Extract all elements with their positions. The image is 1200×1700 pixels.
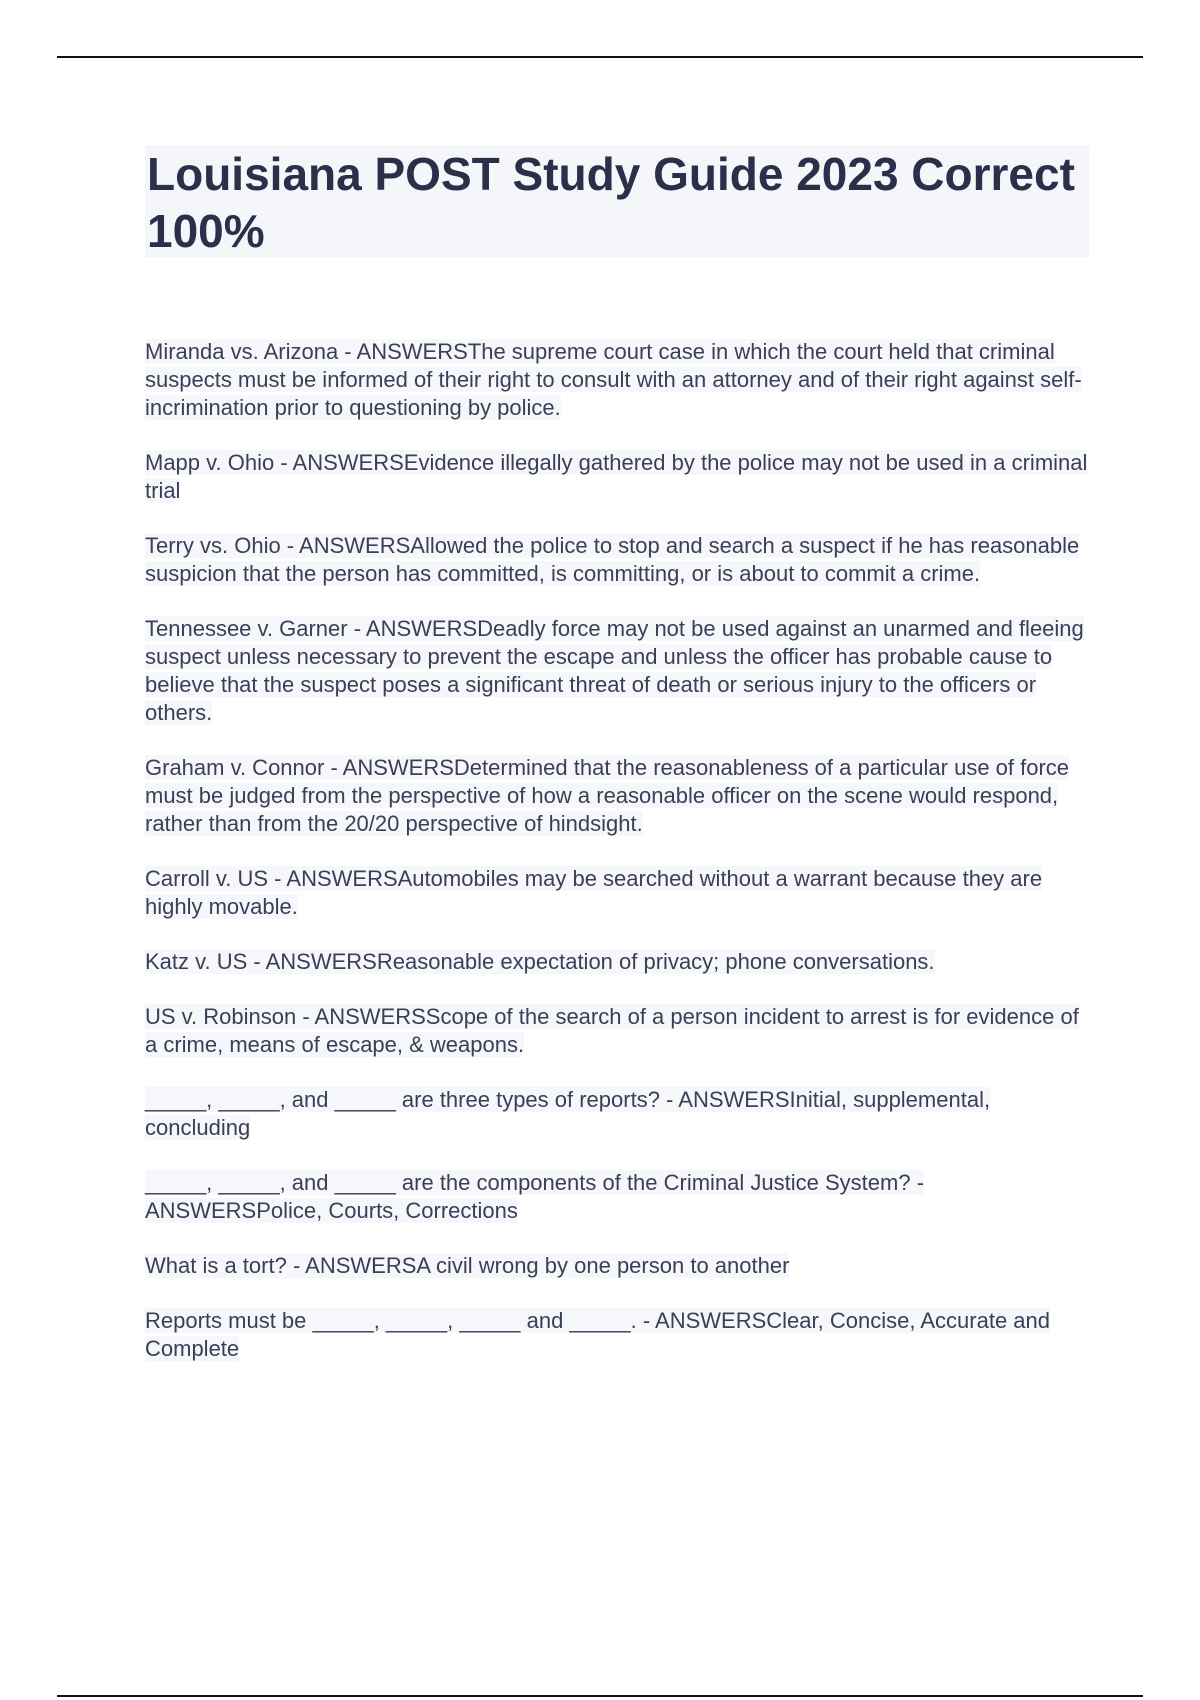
bottom-rule <box>57 1695 1143 1697</box>
qa-item-katz <box>145 948 1089 976</box>
qa-item-tort <box>145 1252 1089 1280</box>
qa-text: Katz v. US - ANSWERSReasonable expectation of privacy; phone conversations. <box>145 949 935 974</box>
top-rule <box>57 56 1143 58</box>
title-block <box>145 145 1089 257</box>
qa-item-mapp <box>145 449 1089 505</box>
qa-item-report-types <box>145 1086 1089 1142</box>
qa-list <box>145 338 1089 1390</box>
qa-item-robinson <box>145 1003 1089 1059</box>
qa-item-carroll <box>145 865 1089 921</box>
qa-text: Carroll v. US - ANSWERSAutomobiles may be searched without a warrant because they are highly movable. <box>145 866 1043 919</box>
qa-text: Reports must be _____, _____, _____ and _____. - ANSWERSClear, Concise, Accurate and Complete <box>145 1308 1050 1361</box>
qa-item-garner <box>145 615 1089 727</box>
qa-text: What is a tort? - ANSWERSA civil wrong by one person to another <box>145 1253 790 1278</box>
qa-text: US v. Robinson - ANSWERSScope of the search of a person incident to arrest is for evidence of a crime, means of escape, & weapons. <box>145 1004 1079 1057</box>
qa-text: Mapp v. Ohio - ANSWERSEvidence illegally gathered by the police may not be used in a criminal trial <box>145 450 1088 503</box>
qa-text: _____, _____, and _____ are three types of reports? - ANSWERSInitial, supplemental, concluding <box>145 1087 991 1140</box>
qa-item-terry <box>145 532 1089 588</box>
qa-text: Graham v. Connor - ANSWERSDetermined that the reasonableness of a particular use of force must be judged from the perspective of how a reasonable officer on the scene would respond, rather than from the 20/20 perspective of hindsight. <box>145 755 1070 836</box>
page-title: Louisiana POST Study Guide 2023 Correct 100% <box>147 148 1075 257</box>
qa-text: Tennessee v. Garner - ANSWERSDeadly force may not be used against an unarmed and fleeing suspect unless necessary to prevent the escape and unless the officer has probable cause to believe that the suspect poses a significant threat of death or serious injury to the officers or others. <box>145 616 1084 725</box>
qa-item-cjs-components <box>145 1169 1089 1225</box>
qa-text: Terry vs. Ohio - ANSWERSAllowed the police to stop and search a suspect if he has reasonable suspicion that the person has committed, is committing, or is about to commit a crime. <box>145 533 1080 586</box>
qa-item-miranda <box>145 338 1089 422</box>
qa-item-report-qualities <box>145 1307 1089 1363</box>
qa-text: _____, _____, and _____ are the components of the Criminal Justice System? - ANSWERSPolice, Courts, Corrections <box>145 1170 925 1223</box>
qa-item-graham <box>145 754 1089 838</box>
qa-text: Miranda vs. Arizona - ANSWERSThe supreme court case in which the court held that criminal suspects must be informed of their right to consult with an attorney and of their right against self-incrimination prior to questioning by police. <box>145 339 1082 420</box>
